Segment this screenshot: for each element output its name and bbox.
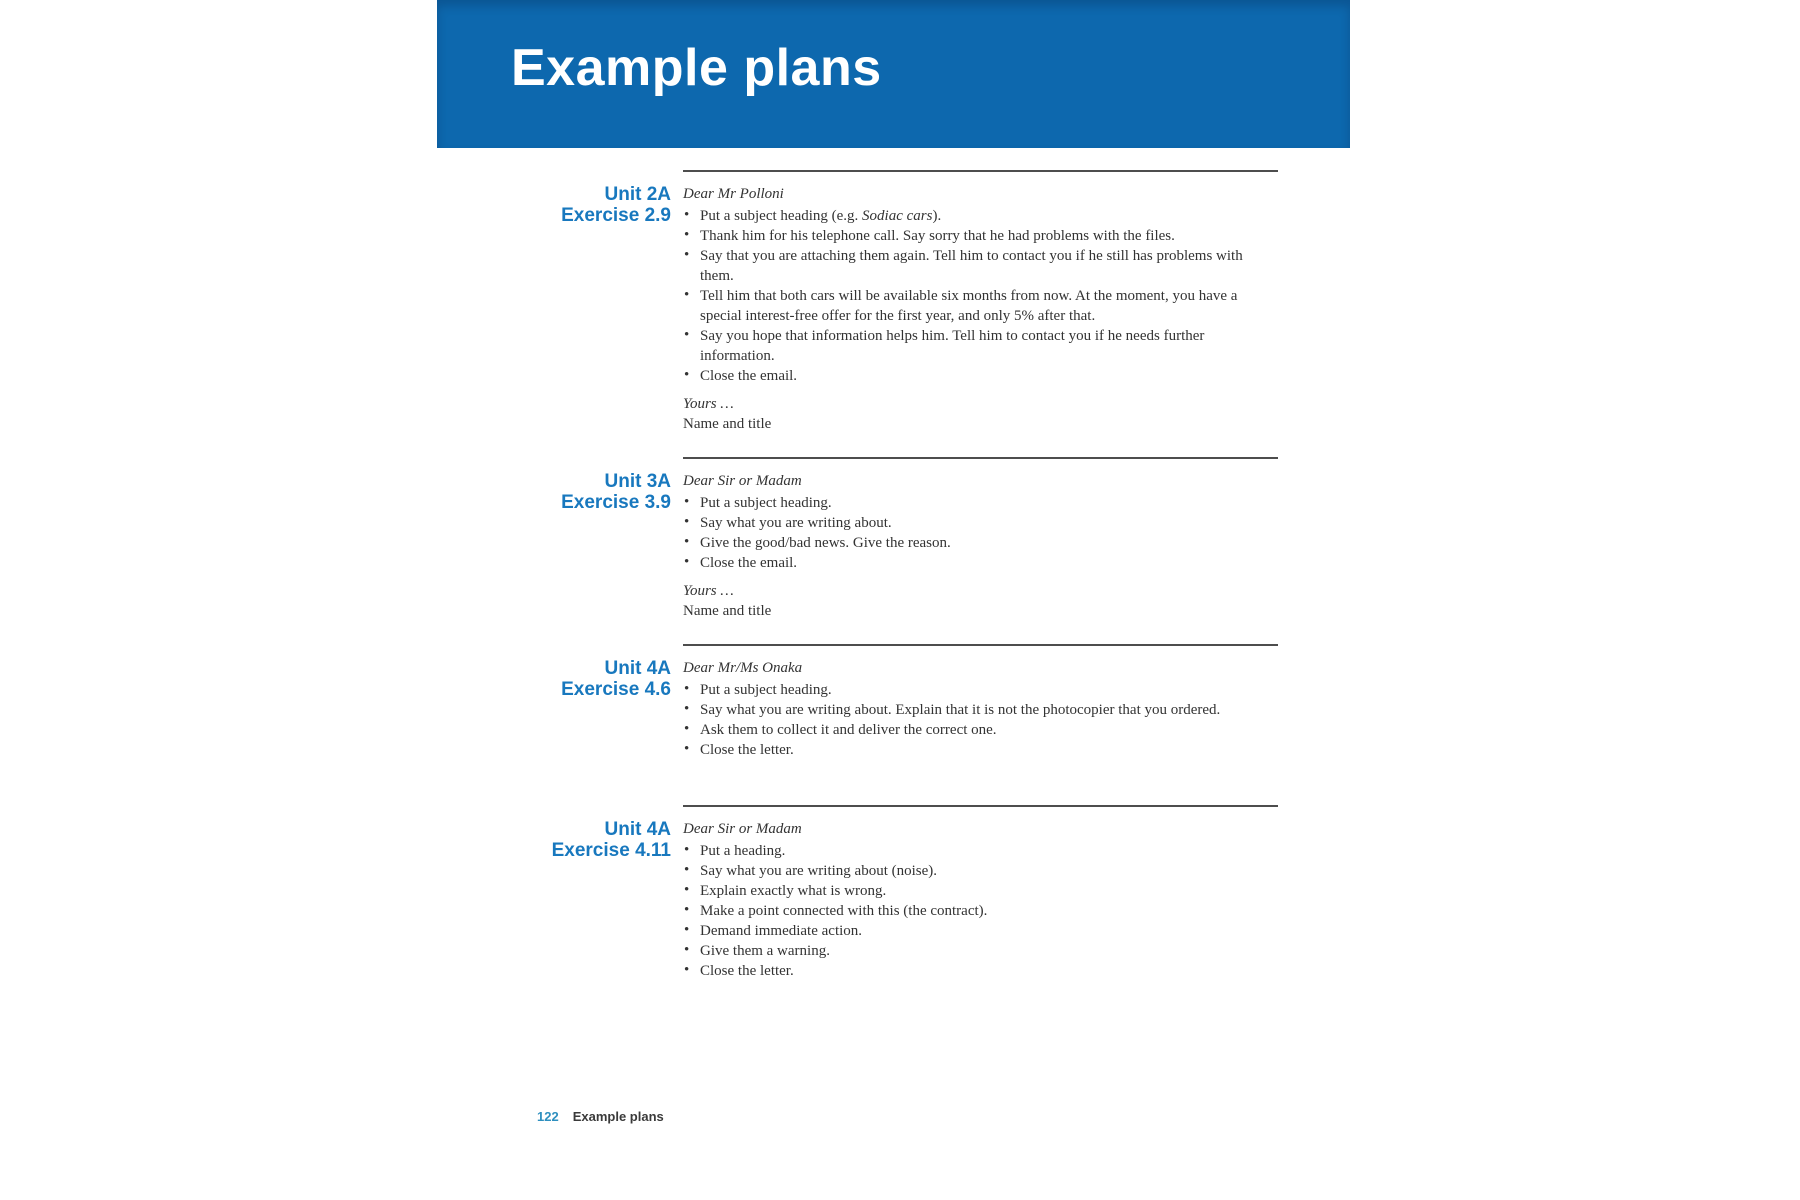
list-item: • Put a subject heading. xyxy=(683,680,1243,700)
closing-line: Yours … xyxy=(683,583,734,599)
list-item: • Put a subject heading. xyxy=(683,493,1243,513)
section-labels xyxy=(460,658,683,760)
bullet-text: Put a subject heading (e.g. xyxy=(700,208,863,224)
section-body xyxy=(683,819,1243,981)
list-item: • Put a heading. xyxy=(683,841,1243,861)
salutation: Dear Mr Polloni xyxy=(683,186,784,202)
unit-label: Unit 4A xyxy=(604,658,671,679)
plan-content xyxy=(460,459,1278,621)
unit-label: Unit 3A xyxy=(604,471,671,492)
list-item: • Explain exactly what is wrong. xyxy=(683,881,1243,901)
footer-section-label: Example plans xyxy=(572,1109,664,1124)
section-body xyxy=(683,184,1243,434)
salutation: Dear Sir or Madam xyxy=(683,473,802,489)
list-item: • Thank him for his telephone call. Say sorry that he had problems with the files. xyxy=(683,226,1243,246)
list-item: • Say what you are writing about (noise). xyxy=(683,861,1243,881)
list-item: • Give them a warning. xyxy=(683,941,1243,961)
plan-content xyxy=(460,172,1278,434)
bullet-list xyxy=(683,206,1243,386)
list-item: • Close the letter. xyxy=(683,961,1243,981)
list-item: • Close the email. xyxy=(683,366,1243,386)
list-item: • Say that you are attaching them again. Tell him to contact you if he still has problems with them. xyxy=(683,246,1243,286)
signature-line: Name and title xyxy=(683,603,772,619)
list-item: • Tell him that both cars will be available six months from now. At the moment, you have a special interest-free offer for the first year, and only 5% after that. xyxy=(683,286,1243,326)
page-number: 122 xyxy=(537,1109,559,1124)
plan-section-unit2a xyxy=(460,170,1278,434)
section-body xyxy=(683,471,1243,621)
list-item: • Demand immediate action. xyxy=(683,921,1243,941)
bullet-list xyxy=(683,841,1243,981)
section-labels xyxy=(460,471,683,621)
signature-line: Name and title xyxy=(683,416,772,432)
page-footer xyxy=(537,1110,664,1123)
section-labels xyxy=(460,184,683,434)
page-title: Example plans xyxy=(511,39,882,97)
list-item: • Give the good/bad news. Give the reason. xyxy=(683,533,1243,553)
bullet-list xyxy=(683,680,1243,760)
salutation: Dear Mr/Ms Onaka xyxy=(683,660,803,676)
salutation: Dear Sir or Madam xyxy=(683,821,802,837)
bullet-italic-term: Sodiac cars xyxy=(862,208,933,224)
exercise-label: Exercise 2.9 xyxy=(561,205,671,226)
list-item: • Say what you are writing about. Explain that it is not the photocopier that you ordered. xyxy=(683,700,1243,720)
unit-label: Unit 4A xyxy=(604,819,671,840)
list-item: • Ask them to collect it and deliver the correct one. xyxy=(683,720,1243,740)
plan-content xyxy=(460,807,1278,981)
bullet-list xyxy=(683,493,1243,573)
list-item: • Say you hope that information helps him. Tell him to contact you if he needs further information. xyxy=(683,326,1243,366)
list-item xyxy=(683,206,1243,226)
plan-section-unit4a-411 xyxy=(460,805,1278,981)
page-header-banner xyxy=(437,0,1350,148)
plan-section-unit4a-46 xyxy=(460,644,1278,760)
list-item: • Close the letter. xyxy=(683,740,1243,760)
plan-content xyxy=(460,646,1278,760)
list-item: • Close the email. xyxy=(683,553,1243,573)
exercise-label: Exercise 3.9 xyxy=(561,492,671,513)
exercise-label: Exercise 4.6 xyxy=(561,679,671,700)
section-body xyxy=(683,658,1243,760)
section-labels xyxy=(460,819,683,981)
list-item: • Say what you are writing about. xyxy=(683,513,1243,533)
list-item: • Make a point connected with this (the contract). xyxy=(683,901,1243,921)
exercise-label: Exercise 4.11 xyxy=(551,840,671,861)
unit-label: Unit 2A xyxy=(604,184,671,205)
closing-line: Yours … xyxy=(683,396,734,412)
plan-section-unit3a xyxy=(460,457,1278,621)
bullet-text: ). xyxy=(932,208,942,224)
